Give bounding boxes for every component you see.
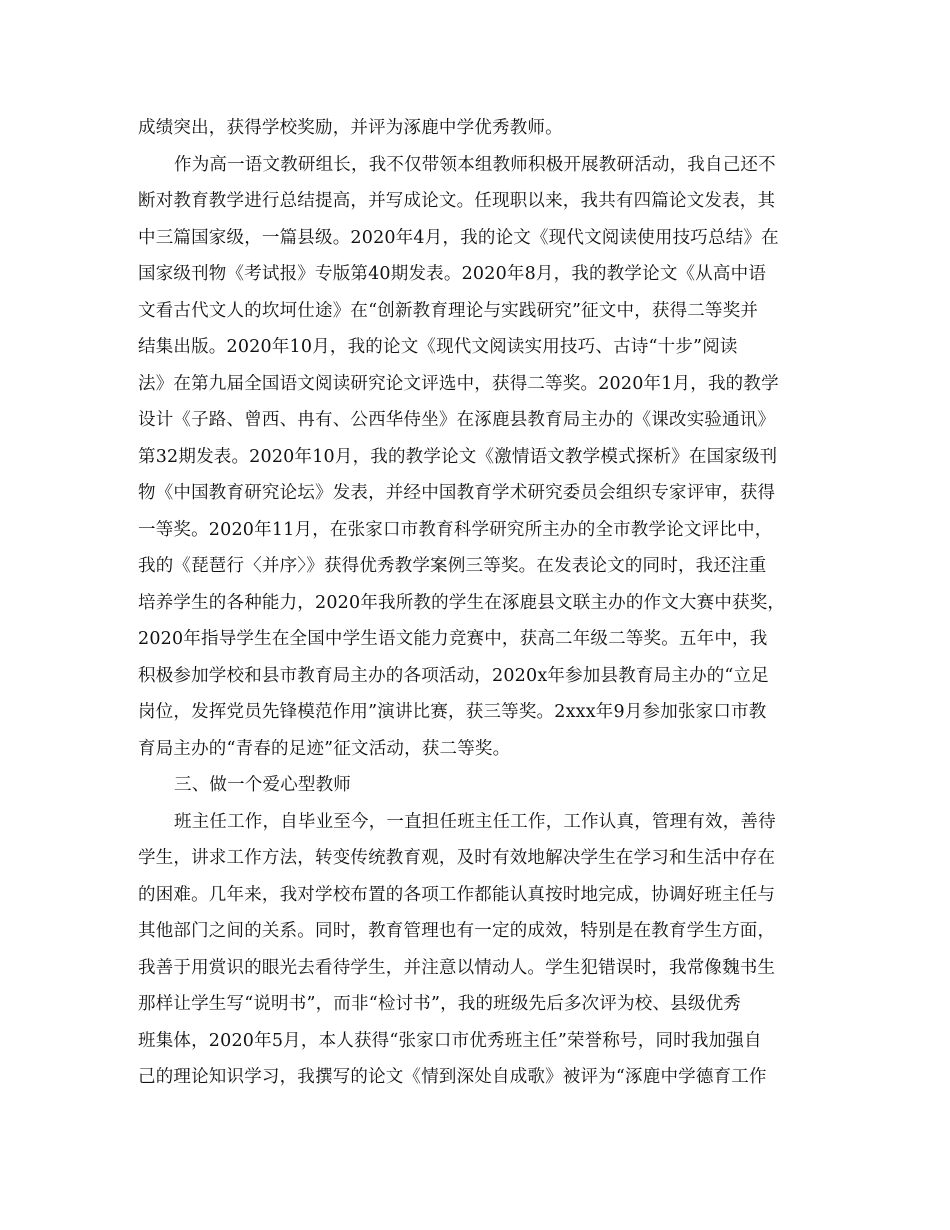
text-line: 断对教育教学进行总结提高，并写成论文。任现职以来，我共有四篇论文发表，其 (138, 191, 776, 211)
paragraph-first-line: 作为高一语文教研组长，我不仅带领本组教师积极开展教研活动，我自己还不 (174, 155, 776, 175)
text-line: 那样让学生写“说明书”，而非“检讨书”，我的班级先后多次评为校、县级优秀 (138, 994, 741, 1014)
text-line: 岗位，发挥党员先锋模范作用”演讲比赛，获三等奖。2xxx年9月参加张家口市教 (138, 702, 767, 722)
paragraph-first-line: 班主任工作，自毕业至今，一直担任班主任工作，工作认真，管理有效，善待 (174, 812, 776, 832)
text-line: 班集体，2020年5月，本人获得“张家口市优秀班主任”荣誉称号，同时我加强自 (138, 1031, 762, 1051)
text-line: 我善于用赏识的眼光去看待学生，并注意以情动人。学生犯错误时，我常像魏书生 (138, 958, 776, 978)
text-line: 法》在第九届全国语文阅读研究论文评选中，获得二等奖。2020年1月，我的教学 (138, 374, 779, 394)
text-line: 文看古代文人的坎坷仕途》在“创新教育理论与实践研究”征文中，获得二等奖并 (138, 301, 759, 321)
text-line: 国家级刊物《考试报》专版第40期发表。2020年8月，我的教学论文《从高中语 (138, 264, 767, 284)
text-line: 结集出版。2020年10月，我的论文《现代文阅读实用技巧、古诗“十步”阅读 (138, 337, 738, 357)
text-line: 第32期发表。2020年10月，我的教学论文《激情语文教学模式探析》在国家级刊 (138, 447, 778, 467)
text-line: 培养学生的各种能力，2020年我所教的学生在涿鹿县文联主办的作文大赛中获奖， (138, 593, 786, 613)
text-line: 一等奖。2020年11月，在张家口市教育科学研究所主办的全市教学论文评比中， (138, 520, 773, 540)
text-line: 的困难。几年来，我对学校布置的各项工作都能认真按时地完成，协调好班主任与 (138, 885, 776, 905)
text-line: 积极参加学校和县市教育局主办的各项活动，2020x年参加县教育局主办的“立足 (138, 666, 769, 686)
text-line: 中三篇国家级，一篇县级。2020年4月，我的论文《现代文阅读使用技巧总结》在 (138, 228, 779, 248)
text-line: 2020年指导学生在全国中学生语文能力竞赛中，获高二年级二等奖。五年中，我 (138, 629, 768, 649)
text-line: 设计《子路、曾西、冉有、公西华侍坐》在涿鹿县教育局主办的《课改实验通讯》 (138, 410, 776, 430)
text-line: 成绩突出，获得学校奖励，并评为涿鹿中学优秀教师。 (138, 118, 563, 138)
text-line: 物《中国教育研究论坛》发表，并经中国教育学术研究委员会组织专家评审，获得 (138, 483, 776, 503)
section-heading: 三、做一个爱心型教师 (174, 775, 351, 795)
text-line: 我的《琵琶行〈并序〉》获得优秀教学案例三等奖。在发表论文的同时，我还注重 (138, 556, 767, 576)
text-line: 其他部门之间的关系。同时，教育管理也有一定的成效，特别是在教育学生方面， (138, 921, 776, 941)
text-line: 育局主办的“青春的足迹”征文活动，获二等奖。 (138, 739, 511, 759)
text-line: 学生，讲求工作方法，转变传统教育观，及时有效地解决学生在学习和生活中存在 (138, 848, 776, 868)
text-line: 己的理论知识学习，我撰写的论文《情到深处自成歌》被评为“涿鹿中学德育工作 (138, 1067, 767, 1087)
